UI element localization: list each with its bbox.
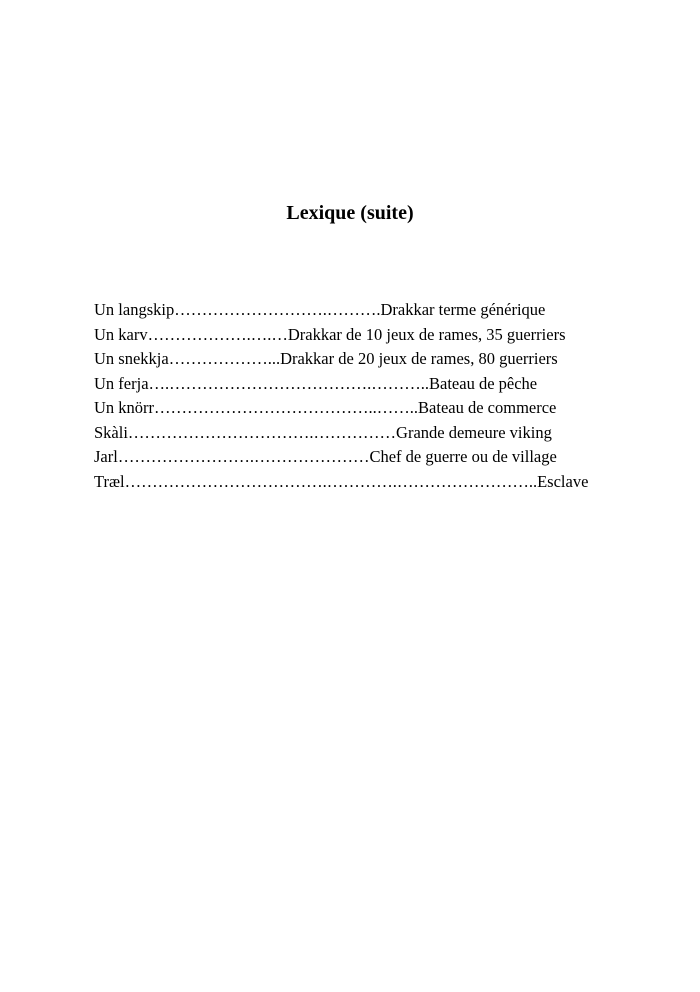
lexicon-entry-snekkja: Un snekkja………………...Drakkar de 20 jeux de rames, 80 guerriers — [94, 349, 558, 368]
lexicon-entry-langskip: Un langskip……………………….……….Drakkar terme générique — [94, 300, 546, 319]
lexicon-entry-karv: Un karv……………….….…Drakkar de 10 jeux de rames, 35 guerriers — [94, 324, 566, 344]
lexicon-entry-jarl: Jarl…………………….…………………Chef de guerre ou de village — [94, 447, 557, 466]
lexicon-entry-knorr: Un knörr…………………………………..……..Bateau de commerce — [94, 398, 557, 417]
lexicon-list — [94, 298, 605, 494]
page-title: Lexique (suite) — [286, 202, 414, 224]
lexicon-entry-skali: Skàli…………………………….……………Grande demeure viking — [94, 422, 552, 442]
lexicon-entry-ferja: Un ferja….……………………………….………..Bateau de pêche — [94, 373, 538, 393]
lexicon-entry-trael: Træl……………………………….………….……………………..Esclave — [94, 471, 589, 491]
